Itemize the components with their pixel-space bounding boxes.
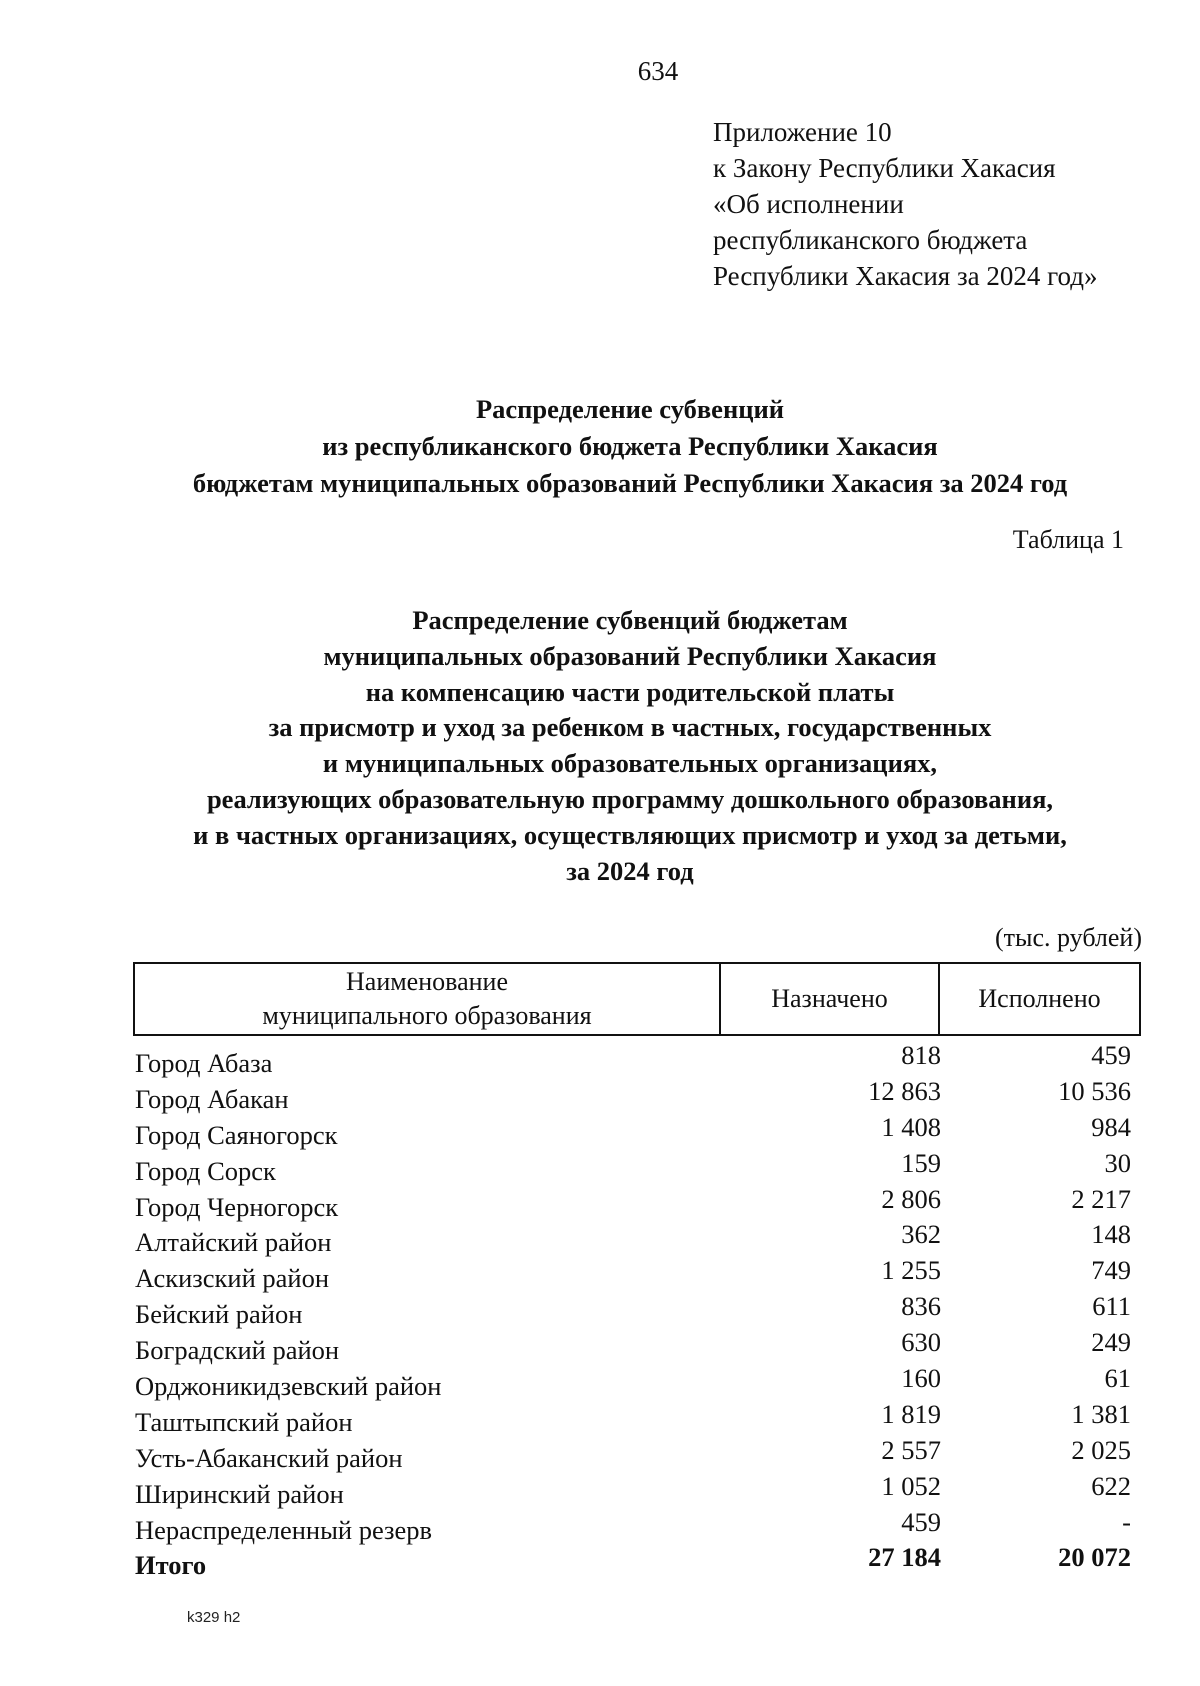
main-title-line: бюджетам муниципальных образований Республики Хакасия за 2024 год	[192, 468, 1068, 498]
cell-name: Аскизский район	[135, 1263, 330, 1294]
appendix-line: республиканского бюджета	[713, 225, 1028, 255]
cell-executed: 2 025	[1071, 1434, 1131, 1465]
table-row	[133, 1507, 1141, 1543]
main-title	[40, 391, 1200, 502]
cell-assigned: 2 557	[881, 1434, 941, 1465]
cell-assigned: 1 052	[881, 1470, 941, 1501]
cell-assigned: 159	[901, 1147, 941, 1178]
header-name	[135, 964, 721, 1034]
table-title-line: муниципальных образований Республики Хакасия	[323, 640, 937, 671]
table-row	[133, 1184, 1141, 1220]
appendix-line: Приложение 10	[713, 117, 892, 147]
header-name-line2: муниципального образования	[262, 1001, 592, 1030]
cell-name: Таштыпский район	[135, 1406, 353, 1437]
cell-executed: 148	[1091, 1219, 1131, 1250]
header-name-line1: Наименование	[346, 967, 508, 996]
total-row	[133, 1542, 1141, 1581]
table-row	[133, 1148, 1141, 1184]
table-row	[133, 1040, 1141, 1076]
cell-name: Город Абакан	[135, 1083, 289, 1114]
table-row	[133, 1435, 1141, 1471]
cell-executed: 10 536	[1058, 1075, 1131, 1106]
cell-assigned: 1 819	[881, 1398, 941, 1429]
page-number: 634	[637, 56, 679, 86]
cell-executed: 459	[1091, 1040, 1131, 1070]
cell-name: Нераспределенный резерв	[135, 1514, 433, 1545]
cell-assigned: 1 255	[881, 1255, 941, 1286]
table-row	[133, 1219, 1141, 1258]
cell-assigned: 362	[901, 1219, 941, 1250]
cell-executed: 249	[1091, 1327, 1131, 1358]
cell-name: Город Саяногорск	[135, 1119, 338, 1150]
cell-executed: 30	[1104, 1147, 1131, 1178]
appendix-line: к Закону Республики Хакасия	[713, 153, 1056, 183]
cell-executed: 984	[1091, 1111, 1131, 1142]
cell-assigned: 459	[901, 1506, 941, 1537]
appendix-line: «Об исполнении	[713, 189, 904, 219]
cell-assigned: 836	[901, 1291, 941, 1322]
appendix-block	[713, 114, 1098, 294]
table-label: Таблица 1	[1012, 525, 1124, 554]
table-title-line: и в частных организациях, осуществляющих присмотр и уход за детьми,	[193, 819, 1067, 850]
table-row	[133, 1112, 1141, 1148]
cell-name: Боградский район	[135, 1335, 340, 1366]
main-title-line: Распределение субвенций	[475, 394, 785, 424]
table-title-line: за присмотр и уход за ребенком в частных, государственных	[268, 712, 992, 743]
cell-assigned: 160	[901, 1363, 941, 1394]
cell-name: Орджоникидзевский район	[135, 1371, 442, 1402]
table-row	[133, 1327, 1141, 1366]
cell-name: Город Сорск	[135, 1155, 276, 1186]
header-assigned: Назначено	[721, 964, 940, 1034]
unit-label: (тыс. рублей)	[994, 923, 1142, 952]
main-title-line: из республиканского бюджета Республики Хакасия	[322, 431, 938, 461]
cell-executed: 749	[1091, 1255, 1131, 1286]
cell-assigned: 2 806	[881, 1183, 941, 1214]
table-row	[133, 1399, 1141, 1435]
cell-name: Итого	[135, 1550, 207, 1581]
cell-executed: 61	[1104, 1363, 1131, 1394]
appendix-line: Республики Хакасия за 2024 год»	[713, 261, 1098, 291]
table-row	[133, 1076, 1141, 1112]
cell-executed: 1 381	[1071, 1398, 1131, 1429]
table-body	[133, 1040, 1141, 1581]
cell-name: Алтайский район	[135, 1227, 332, 1258]
cell-assigned: 818	[901, 1040, 941, 1070]
table-title	[40, 603, 1200, 889]
table-title-line: реализующих образовательную программу дошкольного образования,	[206, 783, 1054, 814]
cell-assigned: 27 184	[868, 1542, 941, 1573]
cell-assigned: 1 408	[881, 1111, 941, 1142]
table-row	[133, 1291, 1141, 1330]
cell-name: Город Черногорск	[135, 1191, 339, 1222]
cell-executed: 20 072	[1058, 1542, 1131, 1573]
cell-executed: 611	[1092, 1291, 1131, 1322]
cell-name: Бейский район	[135, 1299, 303, 1330]
table-row	[133, 1255, 1141, 1294]
cell-executed: -	[1122, 1506, 1131, 1537]
footer-code: k329 h2	[187, 1609, 241, 1626]
cell-name: Ширинский район	[135, 1478, 344, 1509]
table-title-line: за 2024 год	[566, 855, 694, 886]
cell-name: Город Абаза	[135, 1048, 273, 1078]
cell-executed: 2 217	[1071, 1183, 1131, 1214]
cell-assigned: 12 863	[868, 1075, 941, 1106]
cell-name: Усть-Абаканский район	[135, 1442, 403, 1473]
cell-assigned: 630	[901, 1327, 941, 1358]
table-title-line: на компенсацию части родительской платы	[365, 676, 895, 707]
table-row	[133, 1471, 1141, 1507]
table-header	[133, 962, 1141, 1036]
table-row	[133, 1363, 1141, 1402]
table-title-line: и муниципальных образовательных организациях,	[322, 748, 938, 779]
cell-executed: 622	[1091, 1470, 1131, 1501]
header-executed: Исполнено	[978, 984, 1101, 1013]
table-title-line: Распределение субвенций бюджетам	[412, 605, 848, 635]
